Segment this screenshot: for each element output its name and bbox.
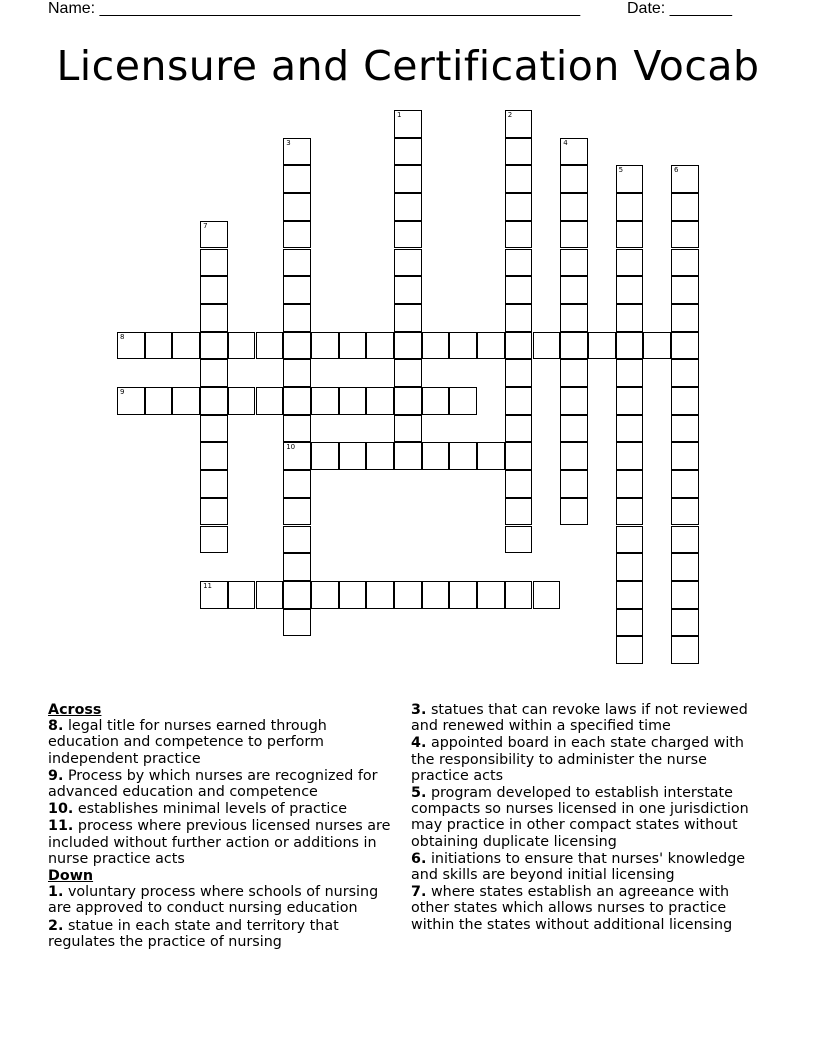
crossword-cell[interactable] [145,387,173,415]
crossword-cell[interactable] [616,581,644,609]
crossword-cell[interactable] [505,138,533,166]
crossword-cell[interactable] [671,193,699,221]
crossword-cell[interactable] [145,332,173,360]
crossword-cell[interactable] [671,249,699,277]
crossword-cell[interactable] [394,304,422,332]
clues-right-column [411,702,761,934]
clue-down-2 [48,918,398,950]
crossword-cell[interactable] [671,221,699,249]
crossword-cell[interactable] [311,442,339,470]
down-heading: Down [48,868,94,885]
clue-text: process where previous licensed nurses are included without further action or additions in nurse practice acts [48,818,391,867]
crossword-cell[interactable] [394,332,422,360]
clue-down-4 [411,735,761,784]
crossword-cell[interactable] [200,249,228,277]
crossword-cell[interactable] [616,636,644,664]
crossword-cell[interactable] [256,387,284,415]
crossword-cell[interactable] [200,304,228,332]
crossword-cell[interactable] [283,470,311,498]
crossword-cell[interactable] [228,387,256,415]
crossword-cell[interactable] [200,276,228,304]
crossword-cell[interactable] [394,276,422,304]
crossword-cell[interactable] [505,165,533,193]
crossword-cell[interactable] [394,249,422,277]
crossword-cell[interactable] [616,609,644,637]
crossword-cell[interactable] [200,526,228,554]
crossword-cell[interactable] [422,442,450,470]
clue-number-label: 2 [507,111,513,119]
crossword-cell[interactable] [560,276,588,304]
crossword-cell[interactable] [560,304,588,332]
crossword-cell[interactable] [256,332,284,360]
crossword-cell[interactable] [477,442,505,470]
clue-text: initiations to ensure that nurses' knowledge and skills are beyond initial licensing [411,850,746,884]
page-title: Licensure and Certification Vocab [56,42,760,90]
crossword-cell[interactable] [394,193,422,221]
crossword-cell[interactable] [200,332,228,360]
crossword-cell[interactable] [560,332,588,360]
clue-number-label: 1 [397,111,402,119]
clue-number: 11. [48,818,74,835]
crossword-cell[interactable] [339,581,367,609]
clue-across-10 [48,801,398,817]
crossword-cell[interactable] [671,498,699,526]
crossword-cell[interactable] [311,332,339,360]
crossword-cell[interactable] [283,442,311,470]
clue-number-label: 9 [120,388,125,396]
crossword-cell[interactable] [339,442,367,470]
crossword-cell[interactable] [505,221,533,249]
crossword-cell[interactable] [172,387,200,415]
crossword-cell[interactable] [283,609,311,637]
crossword-cell[interactable] [560,415,588,443]
crossword-cell[interactable] [505,581,533,609]
crossword-cell[interactable] [616,249,644,277]
crossword-cell[interactable] [560,221,588,249]
clue-number: 1. [48,884,64,901]
clue-down-1 [48,884,398,916]
crossword-cell[interactable] [671,636,699,664]
crossword-cell[interactable] [422,387,450,415]
crossword-cell[interactable] [560,470,588,498]
clue-number: 9. [48,767,64,784]
crossword-cell[interactable] [283,387,311,415]
crossword-cell[interactable] [671,332,699,360]
crossword-cell[interactable] [505,498,533,526]
crossword-cell[interactable] [505,526,533,554]
clue-text: program developed to establish interstate compacts so nurses licensed in one jurisdiction may practice in other compact states without obtaining duplicate licensing [411,785,749,850]
crossword-cell[interactable] [560,165,588,193]
clue-down-6 [411,851,761,883]
clue-text: statues that can revoke laws if not reviewed and renewed within a specified time [411,702,748,735]
crossword-cell[interactable] [671,165,699,193]
crossword-cell[interactable] [394,110,422,138]
clue-down-7 [411,884,761,933]
crossword-cell[interactable] [422,581,450,609]
clue-number-label: 10 [286,443,296,452]
clue-across-11 [48,818,398,867]
crossword-cell[interactable] [200,387,228,415]
crossword-cell[interactable] [560,249,588,277]
crossword-cell[interactable] [311,581,339,609]
crossword-cell[interactable] [394,415,422,443]
crossword-cell[interactable] [366,387,394,415]
crossword-cell[interactable] [449,387,477,415]
crossword-cell[interactable] [117,332,145,360]
crossword-cell[interactable] [671,276,699,304]
crossword-cell[interactable] [228,581,256,609]
crossword-cell[interactable] [616,387,644,415]
crossword-cell[interactable] [643,332,671,360]
clue-across-9 [48,768,398,800]
clue-number: 10. [48,801,74,818]
crossword-cell[interactable] [505,387,533,415]
crossword-cell[interactable] [339,332,367,360]
clue-text: Process by which nurses are recognized for advanced education and competence [48,767,378,801]
crossword-cell[interactable] [283,415,311,443]
clue-number-label: 11 [203,581,213,590]
crossword-cell[interactable] [283,553,311,581]
crossword-cell[interactable] [256,581,284,609]
crossword-cell[interactable] [616,359,644,387]
crossword-cell[interactable] [422,332,450,360]
clue-across-8 [48,718,398,767]
clue-down-5 [411,785,761,850]
crossword-cell[interactable] [283,359,311,387]
crossword-cell[interactable] [560,193,588,221]
crossword-cell[interactable] [505,442,533,470]
name-field[interactable]: Name: ______________________________________________________ [48,0,581,17]
crossword-cell[interactable] [394,359,422,387]
crossword-cell[interactable] [449,442,477,470]
crossword-cell[interactable] [671,304,699,332]
clue-number-label: 7 [203,221,208,230]
crossword-cell[interactable] [283,193,311,221]
crossword-cell[interactable] [477,332,505,360]
crossword-cell[interactable] [671,415,699,443]
crossword-cell[interactable] [616,442,644,470]
crossword-cell[interactable] [616,193,644,221]
crossword-cell[interactable] [671,609,699,637]
across-heading: Across [48,702,102,718]
crossword-cell[interactable] [505,110,533,138]
crossword-cell[interactable] [505,359,533,387]
crossword-cell[interactable] [200,581,228,609]
crossword-cell[interactable] [339,387,367,415]
crossword-cell[interactable] [616,415,644,443]
clue-number-label: 4 [563,138,568,147]
crossword-cell[interactable] [283,249,311,277]
crossword-cell[interactable] [560,138,588,166]
clue-number: 3. [411,702,427,718]
clue-number: 2. [48,917,64,934]
crossword-cell[interactable] [533,332,561,360]
crossword-cell[interactable] [616,276,644,304]
crossword-cell[interactable] [200,415,228,443]
crossword-cell[interactable] [505,249,533,277]
crossword-cell[interactable] [200,359,228,387]
crossword-cell[interactable] [616,221,644,249]
crossword-cell[interactable] [477,581,505,609]
crossword-cell[interactable] [505,276,533,304]
crossword-cell[interactable] [671,581,699,609]
clue-text: voluntary process where schools of nursing are approved to conduct nursing education [48,884,379,917]
crossword-cell[interactable] [449,581,477,609]
crossword-cell[interactable] [200,470,228,498]
crossword-cell[interactable] [505,470,533,498]
clue-down-3 [411,702,761,734]
crossword-cell[interactable] [283,304,311,332]
crossword-cell[interactable] [283,581,311,609]
crossword-cell[interactable] [560,359,588,387]
clue-number: 4. [411,735,427,752]
clue-number: 6. [411,850,427,867]
crossword-cell[interactable] [505,332,533,360]
crossword-cell[interactable] [394,221,422,249]
crossword-cell[interactable] [283,221,311,249]
date-field[interactable]: Date: _______ [627,0,732,17]
crossword-cell[interactable] [616,332,644,360]
crossword-cell[interactable] [616,526,644,554]
crossword-cell[interactable] [449,332,477,360]
crossword-cell[interactable] [200,221,228,249]
crossword-cell[interactable] [283,165,311,193]
crossword-cell[interactable] [283,138,311,166]
clue-number-label: 8 [120,332,125,341]
crossword-cell[interactable] [671,387,699,415]
crossword-cell[interactable] [172,332,200,360]
crossword-cell[interactable] [560,498,588,526]
crossword-cell[interactable] [671,526,699,554]
crossword-cell[interactable] [616,553,644,581]
crossword-cell[interactable] [533,581,561,609]
crossword-cell[interactable] [394,442,422,470]
clue-number: 8. [48,718,64,735]
clues-left-column [48,702,398,951]
clue-number-label: 3 [286,138,291,147]
crossword-cell[interactable] [671,442,699,470]
clue-text: statue in each state and territory that regulates the practice of nursing [48,917,339,950]
crossword-cell[interactable] [283,276,311,304]
crossword-cell[interactable] [283,498,311,526]
crossword-cell[interactable] [200,442,228,470]
clue-number: 7. [411,884,427,901]
crossword-cell[interactable] [394,387,422,415]
crossword-cell[interactable] [671,359,699,387]
clue-number: 5. [411,785,427,802]
crossword-cell[interactable] [671,553,699,581]
crossword-cell[interactable] [616,165,644,193]
crossword-cell[interactable] [505,193,533,221]
clue-text: where states establish an agreeance with other states which allows nurses to practice within the states without additional licensing [411,884,733,933]
clue-text: establishes minimal levels of practice [77,801,348,818]
crossword-cell[interactable] [117,387,145,415]
crossword-cell[interactable] [228,332,256,360]
crossword-cell[interactable] [616,498,644,526]
crossword-cell[interactable] [366,332,394,360]
crossword-cell[interactable] [505,304,533,332]
crossword-cell[interactable] [394,581,422,609]
clue-text: legal title for nurses earned through education and competence to perform independent practice [48,718,327,767]
crossword-cell[interactable] [283,526,311,554]
clue-number-label: 5 [618,166,624,175]
crossword-cell[interactable] [366,581,394,609]
crossword-cell[interactable] [394,138,422,166]
crossword-cell[interactable] [283,332,311,360]
crossword-cell[interactable] [671,470,699,498]
clue-number-label: 6 [674,166,679,175]
crossword-cell[interactable] [394,165,422,193]
crossword-cell[interactable] [366,442,394,470]
crossword-cell[interactable] [560,442,588,470]
crossword-cell[interactable] [200,498,228,526]
crossword-cell[interactable] [616,304,644,332]
crossword-cell[interactable] [588,332,616,360]
crossword-cell[interactable] [505,415,533,443]
crossword-cell[interactable] [311,387,339,415]
crossword-cell[interactable] [560,387,588,415]
crossword-cell[interactable] [616,470,644,498]
clue-text: appointed board in each state charged with the responsibility to administer the nurse practice acts [411,735,744,784]
